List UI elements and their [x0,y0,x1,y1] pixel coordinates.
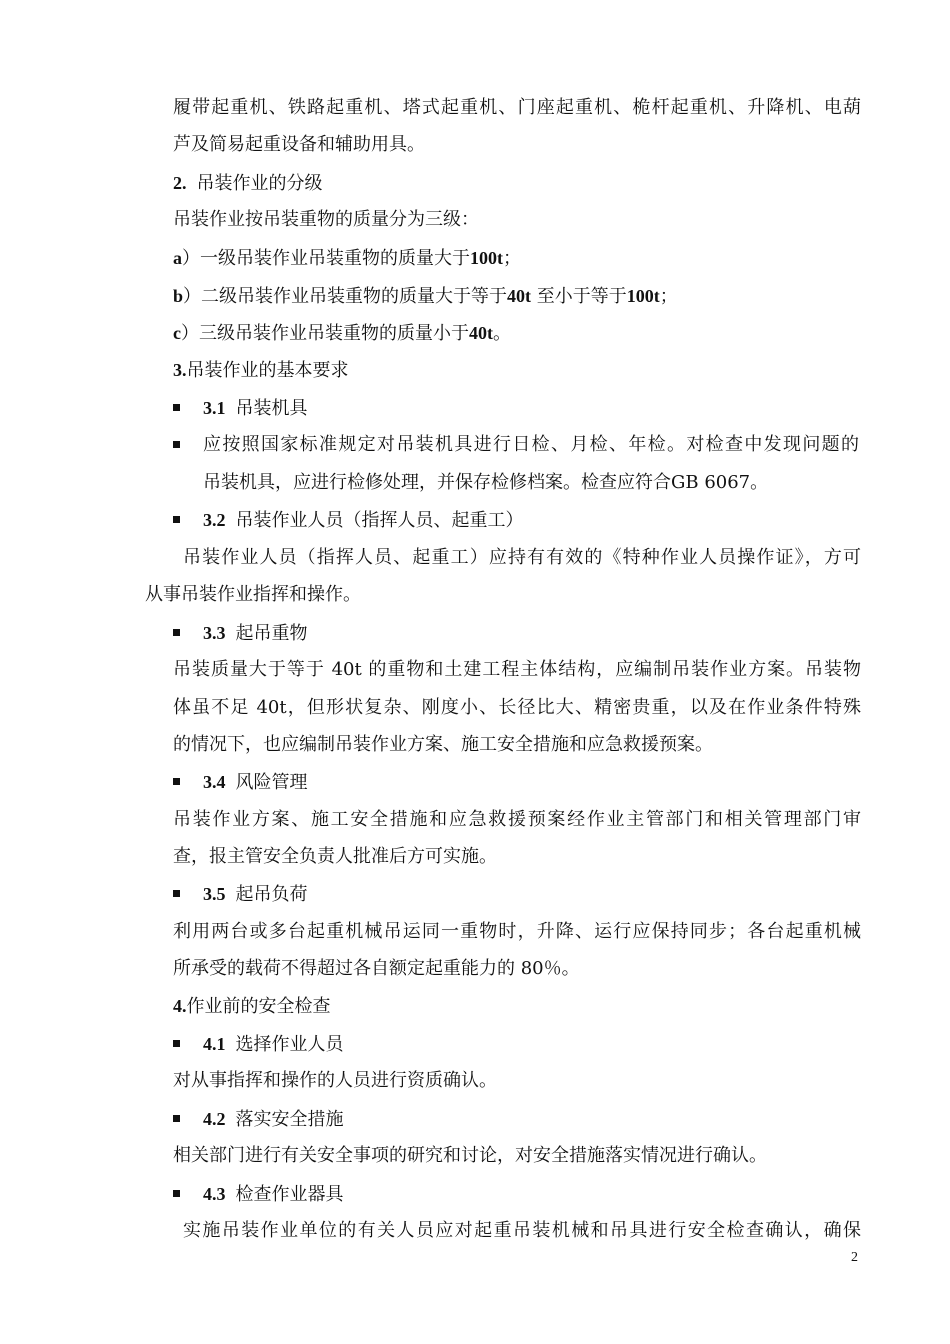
bullet-icon [173,1115,180,1122]
bullet-icon [173,516,180,523]
list-item-c: c）三级吊装作业吊装重物的质量小于40t。 [173,323,511,344]
list-item-b: b）二级吊装作业吊装重物的质量大于等于40t 至小于等于100t； [173,286,678,307]
paragraph-line: 所承受的载荷不得超过各自额定起重能力的 80％。 [173,958,580,979]
paragraph-line: 体虽不足 40t，但形状复杂、刚度小、长径比大、精密贵重，以及在作业条件特殊 [173,697,861,718]
bullet-icon [173,441,180,448]
paragraph-line: 吊装作业人员（指挥人员、起重工）应持有有效的《特种作业人员操作证》，方可 [183,547,861,568]
bullet-icon [173,404,180,411]
list-item-a: a）一级吊装作业吊装重物的质量大于100t； [173,248,521,269]
subsection-heading-3-4: 3.4 风险管理 [203,772,308,793]
paragraph-line: 利用两台或多台起重机械吊运同一重物时，升降、运行应保持同步；各台起重机械 [173,921,861,942]
paragraph-line: 相关部门进行有关安全事项的研究和讨论，对安全措施落实情况进行确认。 [173,1145,767,1166]
subsection-heading-4-3: 4.3 检查作业器具 [203,1184,344,1205]
paragraph-line: 履带起重机、铁路起重机、塔式起重机、门座起重机、桅杆起重机、升降机、电葫 [173,97,861,118]
paragraph-line: 芦及简易起重设备和辅助用具。 [173,134,425,155]
bullet-icon [173,629,180,636]
paragraph-line: 的情况下，也应编制吊装作业方案、施工安全措施和应急救援预案。 [173,734,713,755]
section-heading-2: 2. 吊装作业的分级 [173,173,323,194]
bullet-icon [173,1190,180,1197]
paragraph-line: 从事吊装作业指挥和操作。 [145,584,361,605]
subsection-heading-3-3: 3.3 起吊重物 [203,623,308,644]
paragraph-line: 查，报主管安全负责人批准后方可实施。 [173,846,497,867]
subsection-heading-3-2: 3.2 吊装作业人员（指挥人员、起重工） [203,510,524,531]
bullet-icon [173,890,180,897]
subsection-heading-3-5: 3.5 起吊负荷 [203,884,308,905]
paragraph-line: 实施吊装作业单位的有关人员应对起重吊装机械和吊具进行安全检查确认，确保 [183,1220,861,1241]
bullet-icon [173,1040,180,1047]
paragraph-line: 吊装作业按吊装重物的质量分为三级： [173,209,479,230]
paragraph-line: 吊装机具，应进行检修处理，并保存检修档案。检查应符合GB 6067。 [203,472,769,493]
subsection-heading-4-2: 4.2 落实安全措施 [203,1109,344,1130]
subsection-heading-3-1: 3.1 吊装机具 [203,398,308,419]
paragraph-line: 对从事指挥和操作的人员进行资质确认。 [173,1070,497,1091]
page-number: 2 [851,1250,858,1265]
subsection-heading-4-1: 4.1 选择作业人员 [203,1034,344,1055]
section-heading-4: 4.作业前的安全检查 [173,996,331,1017]
section-heading-3: 3.吊装作业的基本要求 [173,360,349,381]
paragraph-line: 吊装质量大于等于 40t 的重物和土建工程主体结构，应编制吊装作业方案。吊装物 [173,659,861,680]
paragraph-line: 吊装作业方案、施工安全措施和应急救援预案经作业主管部门和相关管理部门审 [173,809,861,830]
paragraph-line: 应按照国家标准规定对吊装机具进行日检、月检、年检。对检查中发现问题的 [203,434,859,455]
bullet-icon [173,778,180,785]
